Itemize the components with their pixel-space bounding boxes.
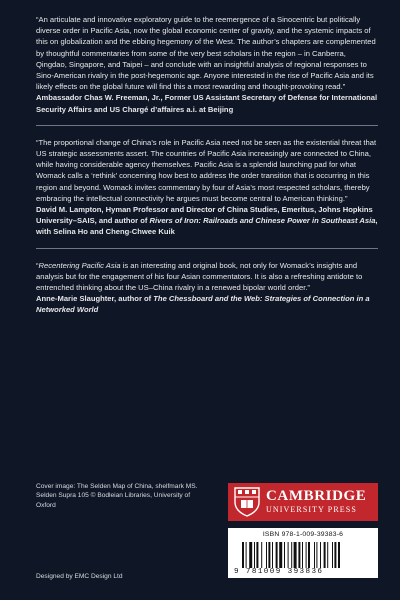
divider xyxy=(36,248,378,249)
publisher-logo xyxy=(228,483,378,521)
designer-credit: Designed by EMC Design Ltd xyxy=(36,573,123,580)
endorsement-quote: “The proportional change of China’s role in Pacific Asia need not be seen as the existential threat that US strategic assessments assert. The countries of Pacific Asia increasingly are connected to China, while having considerable agency themselves. Pacific Asia is a splendid launching pad for what Womack calls a ‘rethink’ concerning how best to address the order transition that is occurring in this region and beyond. Womack invites commentary by four of Asia’s most respected scholars, thereby embracing the intellectual connectivity he argues must become central to American thinking.” xyxy=(36,137,377,203)
endorsements xyxy=(36,14,378,316)
shield-icon xyxy=(234,487,260,517)
book-title: Rivers of Iron: Railroads and Chinese Power in Southeast Asia xyxy=(149,216,376,226)
quote-open: “ xyxy=(36,260,39,270)
publisher-line1: CAMBRIDGE xyxy=(266,488,367,504)
endorsement-attribution: Ambassador Chas W. Freeman, Jr., Former US Assistant Secretary of Defense for International Security Affairs and US Chargé d’affaires a.i. at Beijing xyxy=(36,93,378,114)
book-title: The Chessboard and the Web: Strategies of Connection in a Networked World xyxy=(36,294,370,315)
barcode-digits: 9 781009 393836 xyxy=(234,568,324,576)
barcode-bars xyxy=(242,542,370,568)
isbn-label: ISBN 978-1-009-39383-6 xyxy=(262,531,344,538)
endorsement-quote xyxy=(36,260,378,294)
divider xyxy=(36,125,378,126)
publisher-name xyxy=(266,489,366,515)
cover-image-credit: Cover image: The Selden Map of China, shelfmark MS. Selden Supra 105 © Bodleian Libraries, University of Oxford xyxy=(36,483,198,509)
attribution-text: Anne-Marie Slaughter, author of xyxy=(36,294,154,304)
attribution-text: , with Selina Ho and Cheng-Chwee Kuik xyxy=(36,216,378,237)
book-title: Recentering Pacific Asia xyxy=(38,260,121,270)
endorsement-quote: “An articulate and innovative exploratory guide to the reemergence of a Sinocentric but politically diverse order in Pacific Asia, now the global economic center of gravity, and the systemic impacts of this on globalization and the ebbing hegemony of the West. The author’s chapters are complemented by thoughtful commentaries from some of the very best scholars in the region – in Canberra, Qingdao, Singapore, and Taipei – and conclude with an insightful analysis of regional responses to Sino-American rivalry in the post-hegemonic age. Anyone interested in the rise of Pacific Asia and its likely effects on the global future will find this a most rewarding and thought-provoking read.” xyxy=(36,15,376,92)
publisher-line2: UNIVERSITY PRESS xyxy=(266,505,357,514)
quote-text: is an interesting and original book, not only for Womack’s insights and analysis but for the engagement of his four Asian commentators. It is also a refreshing antidote to entrenched thinking about the US–China rivalry in a renewed bipolar world order.” xyxy=(36,260,363,293)
endorsement-attribution xyxy=(36,293,378,315)
barcode xyxy=(228,528,378,578)
endorsement-attribution xyxy=(36,204,378,238)
attribution-text: David M. Lampton, Hyman Professor and Director of China Studies, Emeritus, Johns Hopkins University–SAIS, and author of xyxy=(36,205,373,226)
